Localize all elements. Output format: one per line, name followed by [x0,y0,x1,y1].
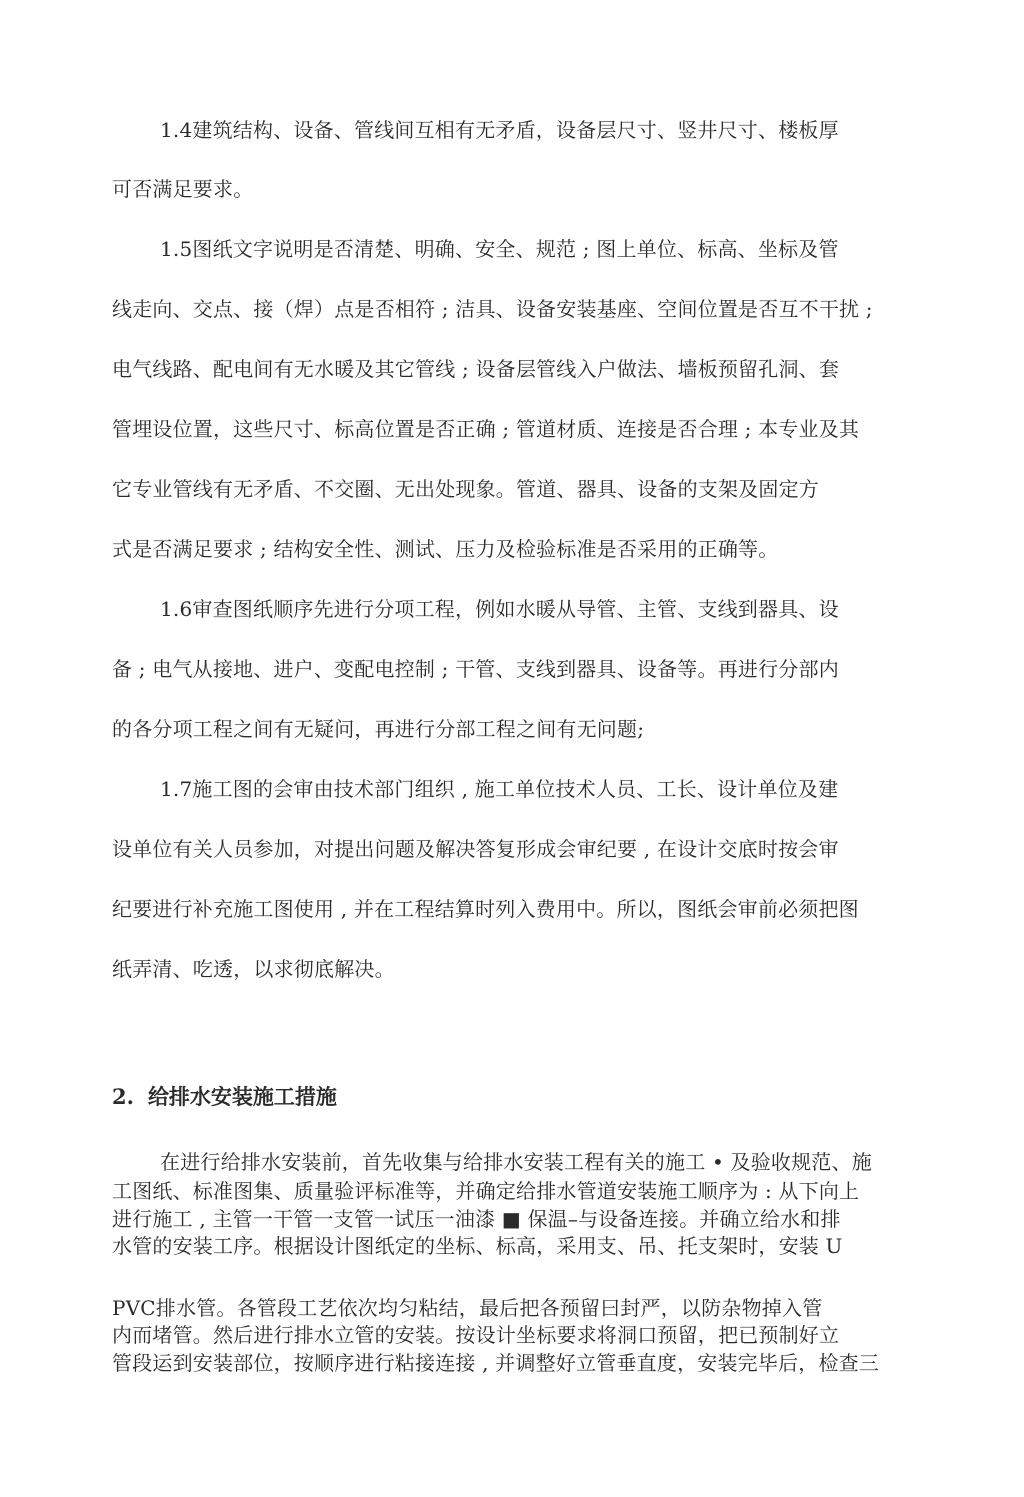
section-heading [112,1083,337,1111]
paragraph-line: 内而堵管。然后进行排水立管的安装。按设计坐标要求将洞口预留，把已预制好立 [112,1323,840,1347]
paragraph-line: 管段运到安装部位，按顺序进行粘接连接 , 并调整好立管垂直度，安装完毕后，检查三 [112,1351,880,1375]
paragraph-line: 它专业管线有无矛盾、不交圈、无出处现象。管道、器具、设备的支架及固定方 [112,477,819,501]
paragraph-line: 电气线路、配电间有无水暖及其它管线 ; 设备层管线入户做法、墙板预留孔洞、套 [112,357,840,381]
paragraph-line: 管埋设位置，这些尺寸、标高位置是否正确 ; 管道材质、连接是否合理 ; 本专业及其 [112,417,860,441]
paragraph-line: 工图纸、标准图集、质量验评标准等，并确定给排水管道安装施工顺序为 : 从下向上 [112,1179,860,1203]
paragraph-line: 式是否满足要求 ; 结构安全性、测试、压力及检验标准是否采用的正确等。 [112,537,779,561]
paragraph-line: 1.5图纸文字说明是否清楚、明确、安全、规范 ; 图上单位、标高、坐标及管 [160,237,839,261]
section-title: 给排水安装施工措施 [147,1084,337,1109]
paragraph-line: 1.6审查图纸顺序先进行分项工程，例如水暖从导管、主管、支线到器具、设 [160,597,839,621]
paragraph-line: 1.4建筑结构、设备、管线间互相有无矛盾，设备层尺寸、竖井尺寸、楼板厚 [160,118,839,142]
paragraph-line: 纸弄清、吃透，以求彻底解决。 [112,957,395,981]
paragraph-line: 备 ; 电气从接地、进户、变配电控制 ; 干管、支线到器具、设备等。再进行分部内 [112,657,839,681]
paragraph-line: 的各分项工程之间有无疑问，再进行分部工程之间有无问题; [112,717,645,741]
paragraph-line: 在进行给排水安装前，首先收集与给排水安装工程有关的施工 • 及验收规范、施 [160,1150,872,1174]
paragraph-line: 1.7施工图的会审由技术部门组织 , 施工单位技术人员、工长、设计单位及建 [160,777,839,801]
paragraph-line: 进行施工 , 主管一干管一支管一试压一油漆 ■ 保温–与设备连接。并确立给水和排 [112,1207,841,1231]
paragraph-line: PVC排水管。各管段工艺依次均匀粘结，最后把各预留曰封严，以防杂物掉入管 [112,1296,823,1320]
paragraph-line: 线走向、交点、接（焊）点是否相符 ; 洁具、设备安装基座、空间位置是否互不干扰 ; [112,297,873,321]
paragraph-line: 水管的安装工序。根据设计图纸定的坐标、标高，采用支、吊、托支架时，安装 U [112,1234,843,1258]
paragraph-line: 设单位有关人员参加，对提出问题及解决答复形成会审纪要 , 在设计交底时按会审 [112,837,839,861]
paragraph-line: 可否满足要求。 [112,177,254,201]
paragraph-line: 纪要进行补充施工图使用 , 并在工程结算时列入费用中。所以，图纸会审前必须把图 [112,897,859,921]
section-number: 2. [112,1084,134,1109]
